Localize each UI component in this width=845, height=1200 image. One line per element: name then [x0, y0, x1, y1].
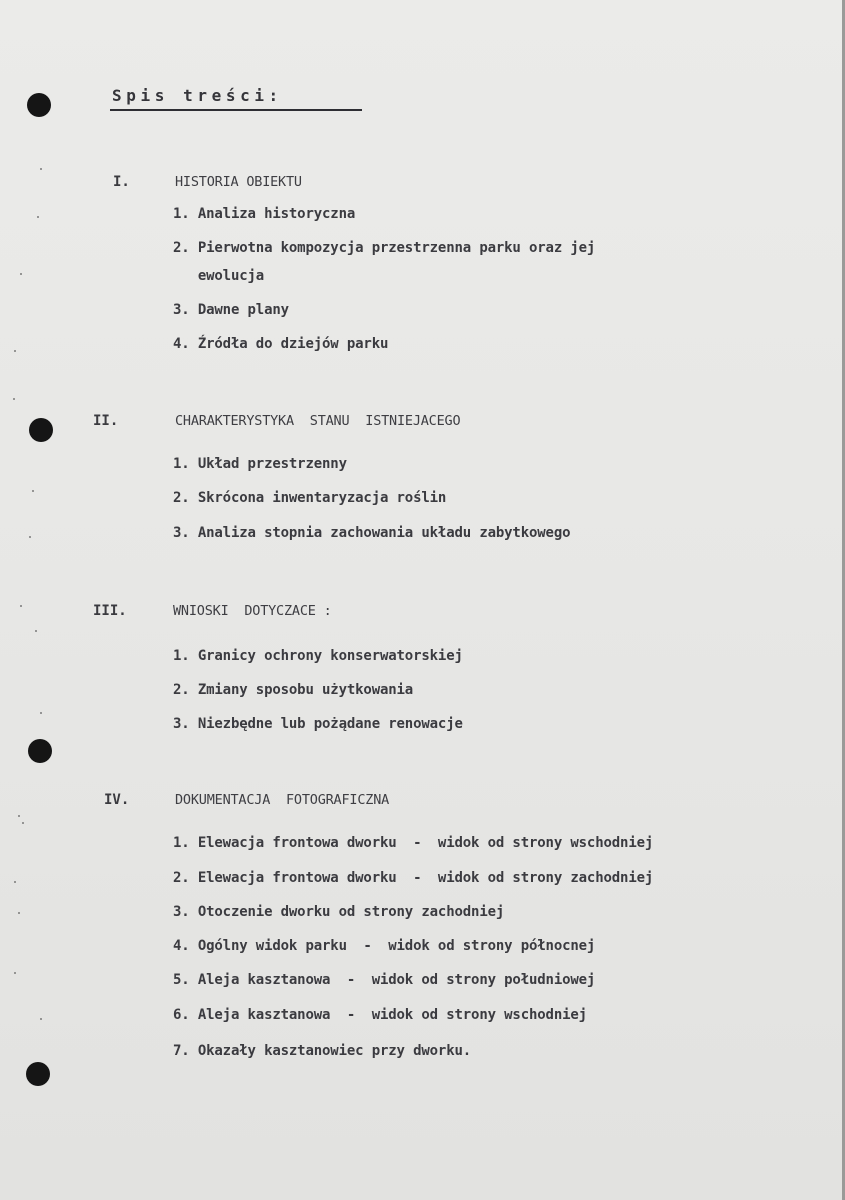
section-4-heading: DOKUMENTACJA FOTOGRAFICZNA: [175, 792, 390, 808]
section-4-item-6: 6. Aleja kasztanowa - widok od strony wschodniej: [173, 1007, 587, 1023]
margin-speck: [40, 712, 42, 714]
margin-speck: [13, 398, 15, 400]
section-2-numeral: II.: [93, 413, 119, 429]
section-1-item-3: 3. Dawne plany: [173, 302, 289, 318]
margin-speck: [20, 605, 22, 607]
section-4-item-5: 5. Aleja kasztanowa - widok od strony południowej: [173, 972, 596, 988]
margin-speck: [32, 490, 34, 492]
margin-speck: [22, 822, 24, 824]
margin-speck: [20, 273, 22, 275]
margin-speck: [14, 972, 16, 974]
section-4-item-2: 2. Elewacja frontowa dworku - widok od strony zachodniej: [173, 870, 654, 886]
margin-speck: [18, 815, 20, 817]
page-title: Spis treści:: [112, 86, 283, 105]
section-1-item-2: 2. Pierwotna kompozycja przestrzenna parku oraz jej ewolucja: [173, 240, 596, 284]
section-3-item-2: 2. Zmiany sposobu użytkowania: [173, 682, 414, 698]
section-4-item-3: 3. Otoczenie dworku od strony zachodniej: [173, 904, 505, 920]
title-underline: [110, 109, 362, 111]
section-4-item-1: 1. Elewacja frontowa dworku - widok od strony wschodniej: [173, 835, 654, 851]
margin-speck: [35, 630, 37, 632]
section-4-numeral: IV.: [104, 792, 130, 808]
section-2-item-1: 1. Układ przestrzenny: [173, 456, 347, 472]
section-3-item-3: 3. Niezbędne lub pożądane renowacje: [173, 716, 463, 732]
punch-hole-2: [29, 418, 53, 442]
section-4-item-7: 7. Okazały kasztanowiec przy dworku.: [173, 1043, 472, 1059]
section-1-numeral: I.: [113, 174, 130, 190]
margin-speck: [40, 1018, 42, 1020]
margin-speck: [29, 536, 31, 538]
section-2-heading: CHARAKTERYSTYKA STANU ISTNIEJACEGO: [175, 413, 461, 429]
section-2-item-3: 3. Analiza stopnia zachowania układu zabytkowego: [173, 525, 571, 541]
punch-hole-1: [27, 93, 51, 117]
punch-hole-4: [26, 1062, 50, 1086]
section-2-item-2: 2. Skrócona inwentaryzacja roślin: [173, 490, 447, 506]
margin-speck: [18, 912, 20, 914]
section-4-item-4: 4. Ogólny widok parku - widok od strony północnej: [173, 938, 596, 954]
section-3-item-1: 1. Granicy ochrony konserwatorskiej: [173, 648, 463, 664]
section-1-heading: HISTORIA OBIEKTU: [175, 174, 302, 190]
section-1-item-1: 1. Analiza historyczna: [173, 206, 356, 222]
margin-speck: [14, 881, 16, 883]
margin-speck: [14, 350, 16, 352]
margin-speck: [40, 168, 42, 170]
section-3-heading: WNIOSKI DOTYCZACE :: [173, 603, 332, 619]
punch-hole-3: [28, 739, 52, 763]
section-3-numeral: III.: [93, 603, 127, 619]
section-1-item-4: 4. Źródła do dziejów parku: [173, 336, 389, 352]
margin-speck: [37, 216, 39, 218]
